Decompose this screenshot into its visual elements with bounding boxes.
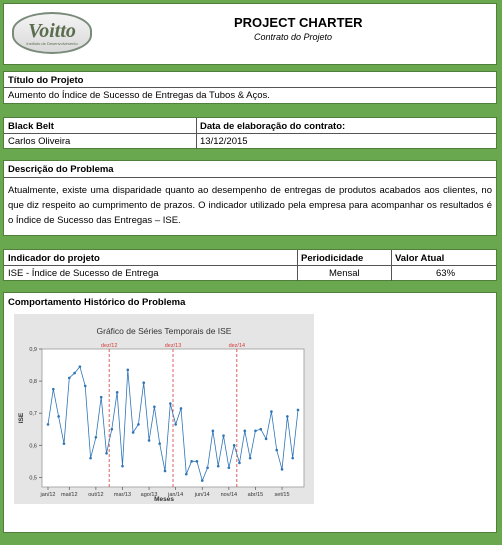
- x-tick-label: abr/15: [247, 492, 264, 498]
- x-tick-label: nov/14: [220, 492, 238, 498]
- current-value-label: Valor Atual: [395, 253, 445, 264]
- logo-subtext: Instituto de Desenvolvimento: [26, 41, 78, 46]
- data-point: [111, 428, 114, 431]
- column-divider: [297, 250, 298, 281]
- data-point: [164, 470, 167, 473]
- divider: [4, 133, 496, 134]
- data-point: [286, 415, 289, 418]
- current-value: 63%: [436, 268, 456, 279]
- data-point: [79, 365, 82, 368]
- data-point: [259, 428, 262, 431]
- data-point: [270, 410, 273, 413]
- y-tick-label: 0,7: [29, 411, 37, 418]
- data-point: [52, 388, 55, 391]
- indicator-label: Indicador do projeto: [8, 253, 100, 264]
- x-tick-label: ago/13: [140, 492, 158, 498]
- data-point: [89, 457, 92, 460]
- data-point: [105, 452, 108, 455]
- x-tick-label: jan/14: [168, 492, 184, 498]
- x-tick-label: out/12: [88, 492, 104, 498]
- data-point: [158, 442, 161, 445]
- data-point: [174, 423, 177, 426]
- x-axis-label: Meses: [154, 496, 174, 503]
- time-series-chart: [14, 314, 314, 504]
- data-point: [249, 457, 252, 460]
- column-divider: [196, 118, 197, 149]
- history-section: [3, 292, 497, 533]
- data-point: [206, 466, 209, 469]
- data-point: [228, 466, 231, 469]
- periodicity-label: Periodicidade: [301, 253, 364, 264]
- data-point: [275, 449, 278, 452]
- divider: [4, 265, 496, 266]
- indicator-section: [3, 249, 497, 281]
- divider: [4, 177, 496, 178]
- problem-text: Atualmente, existe uma disparidade quanto ao desempenho de entregas de produtos acabados aos clientes, no que diz respeito ao cumprimento de prazos. O indicador utilizado pela empresa para acompanhar os resultados é o Índice de Sucesso das Entregas – ISE.: [8, 185, 492, 226]
- data-point: [291, 457, 294, 460]
- project-title-section: [3, 71, 497, 104]
- problem-label: Descrição do Problema: [8, 164, 114, 175]
- x-tick-label: jan/12: [40, 492, 56, 498]
- x-tick-label: mar/13: [113, 492, 132, 498]
- logo-text: Voitto: [28, 20, 76, 42]
- data-point: [153, 405, 156, 408]
- data-point: [137, 423, 140, 426]
- data-point: [180, 407, 183, 410]
- data-point: [116, 391, 119, 394]
- data-point: [238, 462, 241, 465]
- data-point: [63, 442, 66, 445]
- y-tick-label: 0,6: [29, 443, 37, 450]
- x-tick-label: set/15: [274, 492, 290, 498]
- data-point: [233, 444, 236, 447]
- x-tick-label: jun/14: [194, 492, 210, 498]
- history-label: Comportamento Histórico do Problema: [8, 297, 186, 308]
- reference-line-label: dez/12: [100, 343, 118, 349]
- data-point: [190, 460, 193, 463]
- column-divider: [391, 250, 392, 281]
- data-point: [84, 385, 87, 388]
- periodicity-value: Mensal: [329, 268, 360, 279]
- data-point: [73, 372, 76, 375]
- page-title: PROJECT CHARTER: [234, 15, 363, 30]
- data-point: [217, 465, 220, 468]
- y-tick-label: 0,8: [29, 379, 37, 386]
- voitto-logo: [12, 12, 92, 54]
- contract-date-value: 13/12/2015: [200, 136, 248, 147]
- data-point: [148, 439, 151, 442]
- black-belt-value: Carlos Oliveira: [8, 136, 71, 147]
- data-point: [281, 468, 284, 471]
- data-point: [222, 434, 225, 437]
- y-axis-label: ISE: [18, 412, 25, 424]
- project-title-label: Título do Projeto: [8, 75, 84, 86]
- header-section: [3, 3, 497, 65]
- indicator-value: ISE - Índice de Sucesso de Entrega: [8, 268, 159, 279]
- data-point: [201, 479, 204, 482]
- contract-date-label: Data de elaboração do contrato:: [200, 121, 346, 132]
- data-point: [297, 409, 300, 412]
- data-point: [169, 402, 172, 405]
- chart-title: Gráfico de Séries Temporais de ISE: [96, 326, 232, 336]
- reference-line-label: dez/14: [228, 343, 246, 349]
- project-title-value: Aumento do Índice de Sucesso de Entregas da Tubos & Aços.: [8, 90, 270, 101]
- data-point: [121, 465, 124, 468]
- black-belt-label: Black Belt: [8, 121, 54, 132]
- data-point: [265, 438, 268, 441]
- data-point: [47, 423, 50, 426]
- data-point: [196, 460, 199, 463]
- data-point: [244, 430, 247, 433]
- data-point: [142, 381, 145, 384]
- data-point: [126, 369, 129, 372]
- x-tick-label: mai/12: [61, 492, 78, 498]
- data-point: [185, 473, 188, 476]
- team-section: [3, 117, 497, 149]
- reference-line-label: dez/13: [164, 343, 182, 349]
- y-tick-label: 0,9: [29, 347, 37, 353]
- data-point: [68, 377, 71, 380]
- page-subtitle: Contrato do Projeto: [254, 32, 333, 42]
- data-point: [212, 430, 215, 433]
- data-point: [132, 431, 135, 434]
- data-point: [100, 396, 103, 399]
- problem-section: [3, 160, 497, 236]
- y-tick-label: 0,5: [29, 475, 37, 482]
- data-point: [57, 415, 60, 418]
- divider: [4, 87, 496, 88]
- data-point: [254, 430, 257, 433]
- chart-container: [14, 314, 314, 504]
- data-point: [95, 436, 98, 439]
